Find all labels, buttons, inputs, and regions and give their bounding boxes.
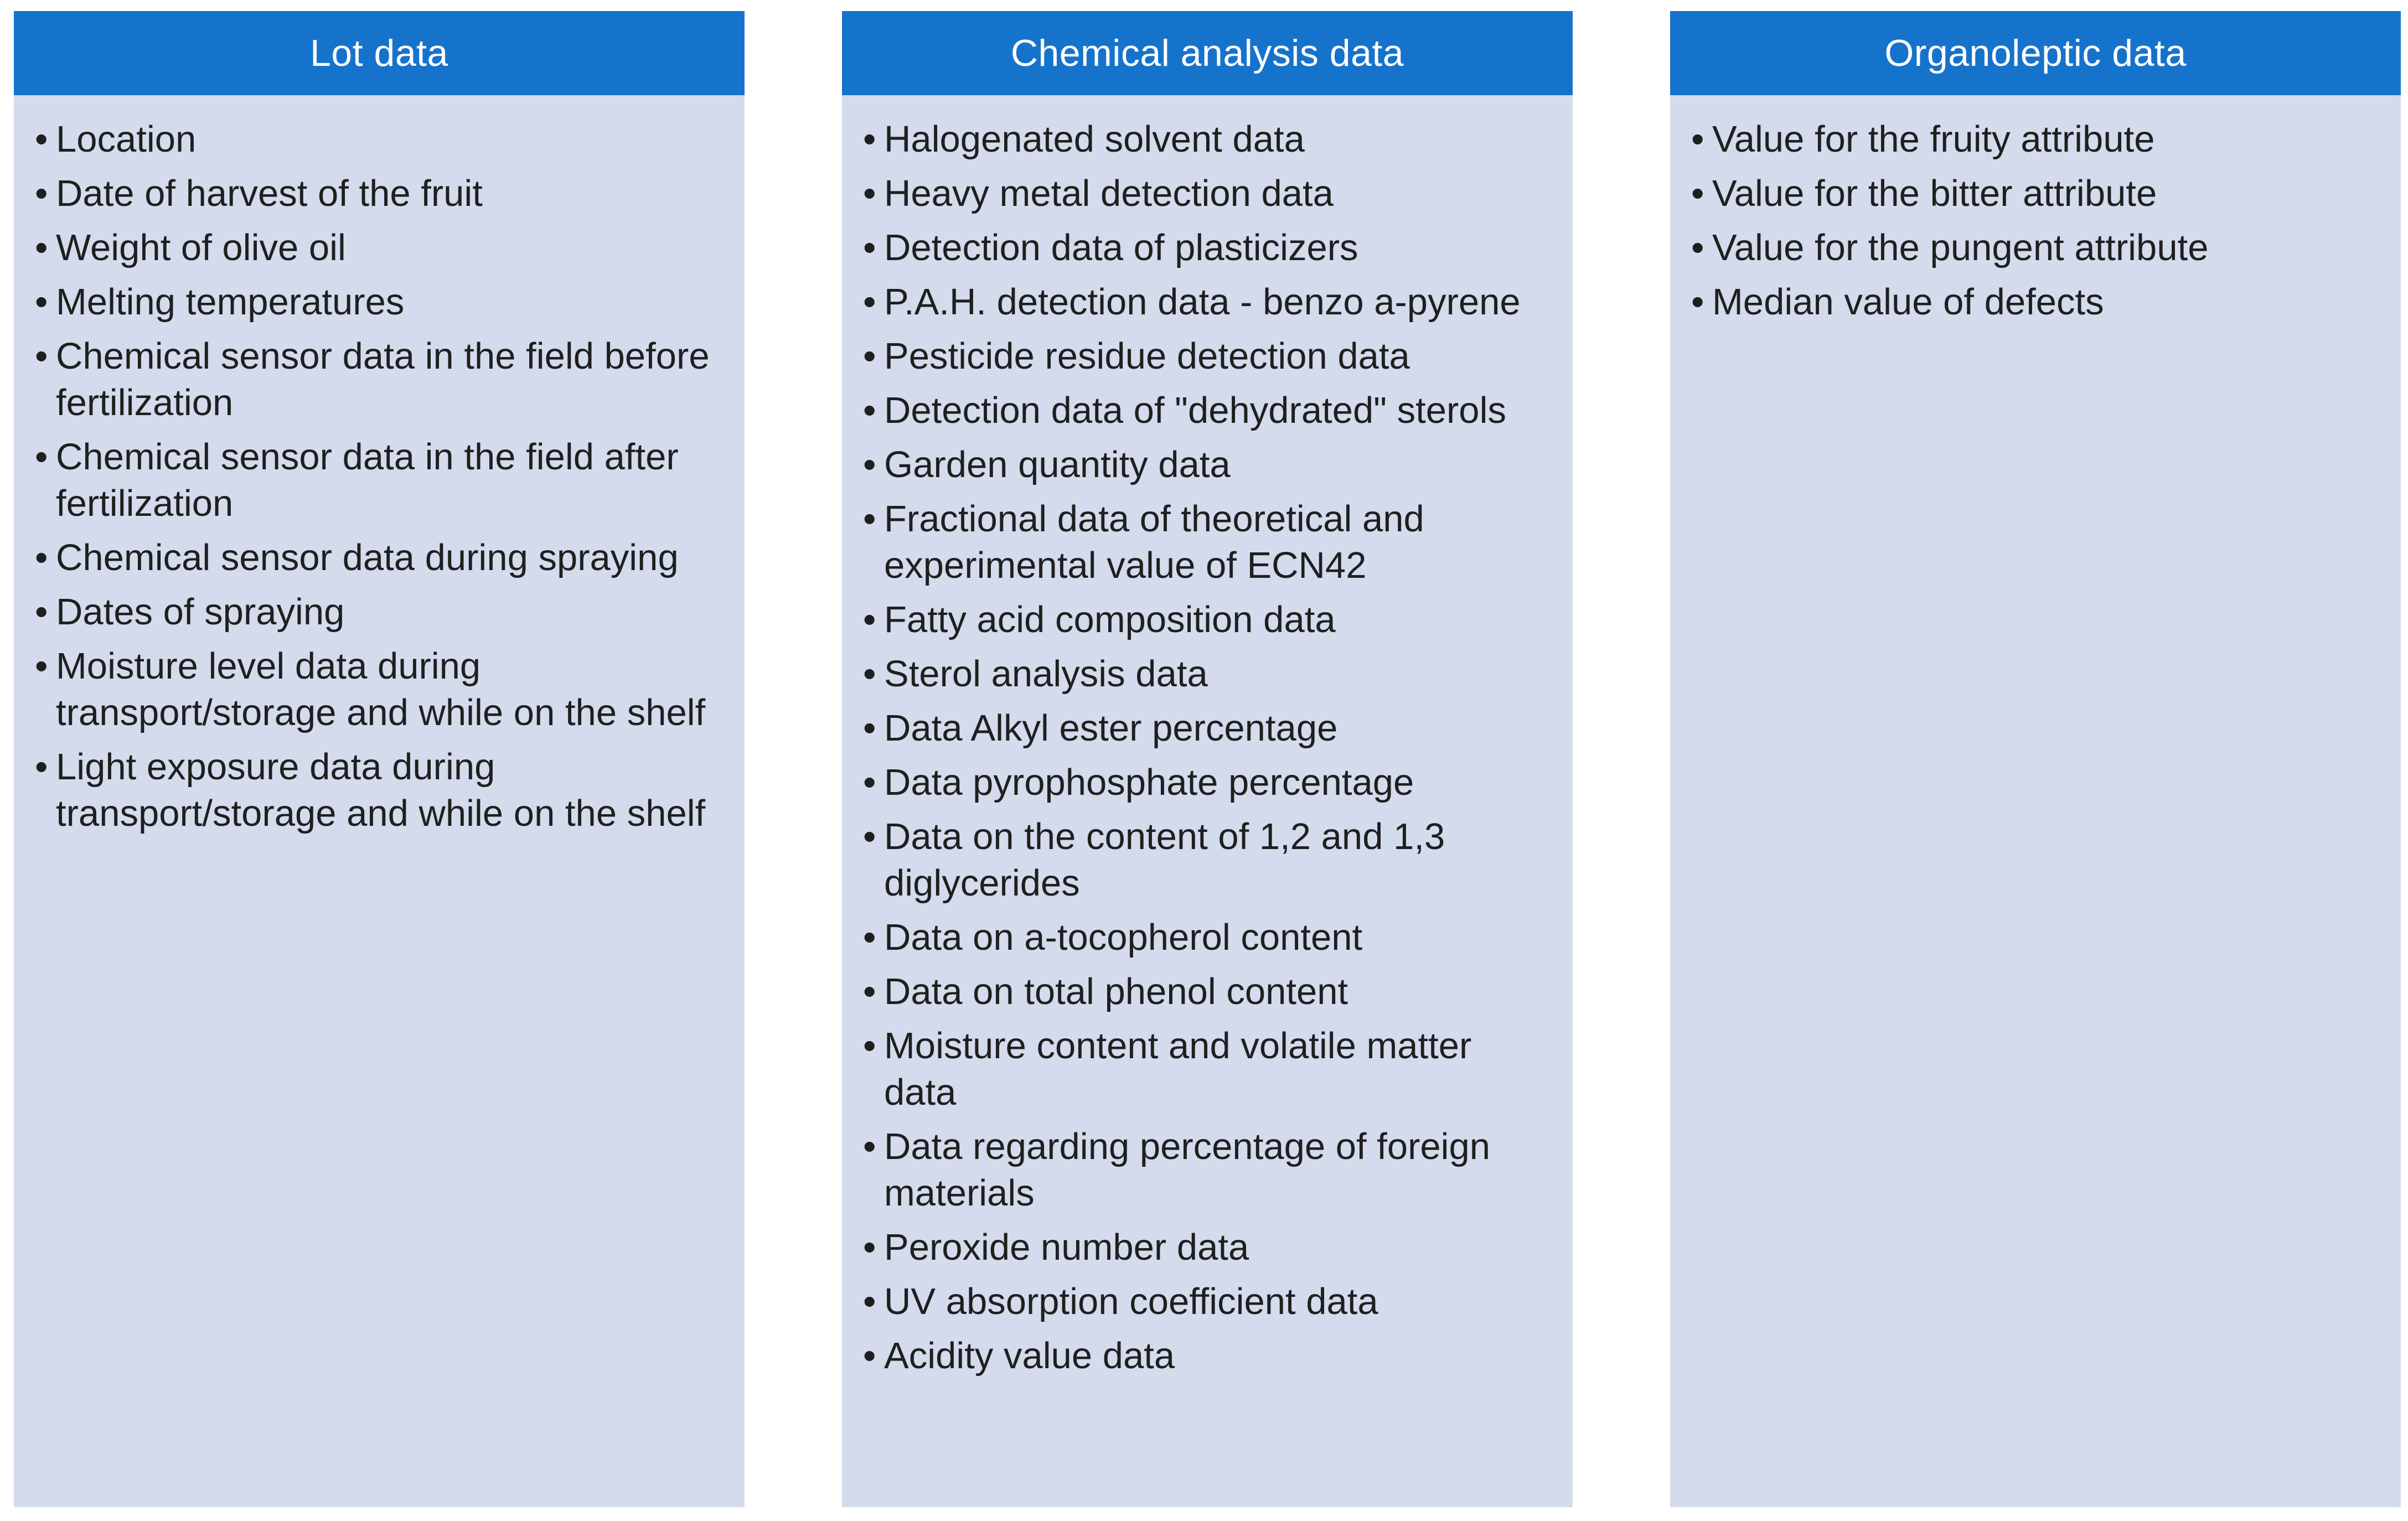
bullet-icon: • <box>35 118 48 160</box>
list-item-text: Data on total phenol content <box>884 971 1348 1012</box>
list-item <box>863 1124 1551 1217</box>
list-item-text: Heavy metal detection data <box>884 173 1334 214</box>
bullet-icon: • <box>863 653 876 695</box>
bullet-icon: • <box>863 390 876 431</box>
bullet-icon: • <box>863 335 876 377</box>
list-item-text: Dates of spraying <box>56 591 345 633</box>
list-item <box>35 225 722 271</box>
list-item-text: Median value of defects <box>1712 281 2104 323</box>
list-item <box>1691 279 2379 325</box>
bullet-icon: • <box>35 537 48 578</box>
list-item-text: Detection data of plasticizers <box>884 227 1358 268</box>
bullet-icon: • <box>863 498 876 540</box>
organoleptic-list <box>1670 95 2401 325</box>
list-item-text: Chemical sensor data in the field before fertilization <box>56 335 710 423</box>
list-item-text: Value for the pungent attribute <box>1712 227 2209 268</box>
list-item <box>863 651 1551 697</box>
list-item <box>35 744 722 837</box>
bullet-icon: • <box>863 281 876 323</box>
bullet-icon: • <box>863 762 876 803</box>
organoleptic-header: Organoleptic data <box>1670 11 2401 95</box>
list-item <box>35 116 722 163</box>
list-item-text: UV absorption coefficient data <box>884 1281 1378 1322</box>
list-item-text: Chemical sensor data in the field after fertilization <box>56 436 679 524</box>
list-item <box>863 442 1551 488</box>
list-item-text: Acidity value data <box>884 1335 1175 1377</box>
bullet-icon: • <box>863 707 876 749</box>
list-item <box>863 1023 1551 1116</box>
bullet-icon: • <box>863 444 876 485</box>
list-item <box>863 116 1551 163</box>
bullet-icon: • <box>1691 118 1704 160</box>
list-item <box>863 705 1551 752</box>
bullet-icon: • <box>863 1025 876 1067</box>
list-item <box>1691 170 2379 217</box>
list-item-text: Data regarding percentage of foreign materials <box>884 1126 1491 1214</box>
bullet-icon: • <box>35 645 48 687</box>
list-item-text: Location <box>56 118 197 160</box>
list-item <box>35 535 722 581</box>
bullet-icon: • <box>863 917 876 958</box>
list-item-text: Data Alkyl ester percentage <box>884 707 1338 749</box>
lot-data-header: Lot data <box>14 11 745 95</box>
bullet-icon: • <box>35 335 48 377</box>
bullet-icon: • <box>863 971 876 1012</box>
list-item <box>35 434 722 527</box>
bullet-icon: • <box>35 173 48 214</box>
list-item <box>1691 225 2379 271</box>
list-item <box>35 643 722 736</box>
bullet-icon: • <box>35 746 48 788</box>
list-item <box>863 333 1551 380</box>
list-item <box>863 1333 1551 1379</box>
list-item-text: Garden quantity data <box>884 444 1231 485</box>
list-item-text: Value for the bitter attribute <box>1712 173 2157 214</box>
list-item-text: Data on a-tocopherol content <box>884 917 1363 958</box>
list-item-text: Fractional data of theoretical and experimental value of ECN42 <box>884 498 1424 586</box>
list-item-text: Data pyrophosphate percentage <box>884 762 1414 803</box>
list-item-text: Date of harvest of the fruit <box>56 173 483 214</box>
list-item-text: Weight of olive oil <box>56 227 346 268</box>
bullet-icon: • <box>35 591 48 633</box>
list-item-text: Peroxide number data <box>884 1227 1249 1268</box>
list-item <box>1691 116 2379 163</box>
list-item-text: Value for the fruity attribute <box>1712 118 2155 160</box>
list-item-text: Fatty acid composition data <box>884 599 1336 640</box>
list-item <box>863 759 1551 806</box>
lot-data-panel <box>14 11 745 1507</box>
bullet-icon: • <box>863 1281 876 1322</box>
chemical-analysis-header: Chemical analysis data <box>842 11 1573 95</box>
list-item-text: P.A.H. detection data - benzo a-pyrene <box>884 281 1521 323</box>
list-item <box>35 589 722 635</box>
list-item-text: Data on the content of 1,2 and 1,3 diglycerides <box>884 816 1445 904</box>
list-item-text: Chemical sensor data during spraying <box>56 537 679 578</box>
organoleptic-panel <box>1670 11 2401 1507</box>
bullet-icon: • <box>863 599 876 640</box>
list-item <box>863 1279 1551 1325</box>
list-item <box>35 170 722 217</box>
bullet-icon: • <box>863 1227 876 1268</box>
list-item-text: Halogenated solvent data <box>884 118 1305 160</box>
bullet-icon: • <box>863 1335 876 1377</box>
bullet-icon: • <box>35 227 48 268</box>
list-item-text: Moisture level data during transport/storage and while on the shelf <box>56 645 706 733</box>
list-item-text: Detection data of "dehydrated" sterols <box>884 390 1506 431</box>
list-item-text: Sterol analysis data <box>884 653 1208 695</box>
list-item <box>863 814 1551 907</box>
list-item-text: Light exposure data during transport/storage and while on the shelf <box>56 746 706 834</box>
list-item-text: Melting temperatures <box>56 281 405 323</box>
list-item <box>863 914 1551 961</box>
lot-data-list <box>14 95 745 837</box>
list-item <box>35 333 722 426</box>
bullet-icon: • <box>35 281 48 323</box>
list-item <box>863 496 1551 589</box>
list-item <box>863 597 1551 643</box>
list-item <box>863 279 1551 325</box>
chemical-analysis-list <box>842 95 1573 1379</box>
list-item <box>35 279 722 325</box>
bullet-icon: • <box>863 1126 876 1167</box>
bullet-icon: • <box>35 436 48 478</box>
bullet-icon: • <box>863 173 876 214</box>
bullet-icon: • <box>1691 173 1704 214</box>
bullet-icon: • <box>863 118 876 160</box>
list-item-text: Moisture content and volatile matter data <box>884 1025 1472 1113</box>
list-item-text: Pesticide residue detection data <box>884 335 1410 377</box>
bullet-icon: • <box>1691 281 1704 323</box>
bullet-icon: • <box>863 816 876 857</box>
list-item <box>863 225 1551 271</box>
chemical-analysis-panel <box>842 11 1573 1507</box>
list-item <box>863 1224 1551 1271</box>
list-item <box>863 969 1551 1015</box>
list-item <box>863 387 1551 434</box>
bullet-icon: • <box>1691 227 1704 268</box>
list-item <box>863 170 1551 217</box>
bullet-icon: • <box>863 227 876 268</box>
